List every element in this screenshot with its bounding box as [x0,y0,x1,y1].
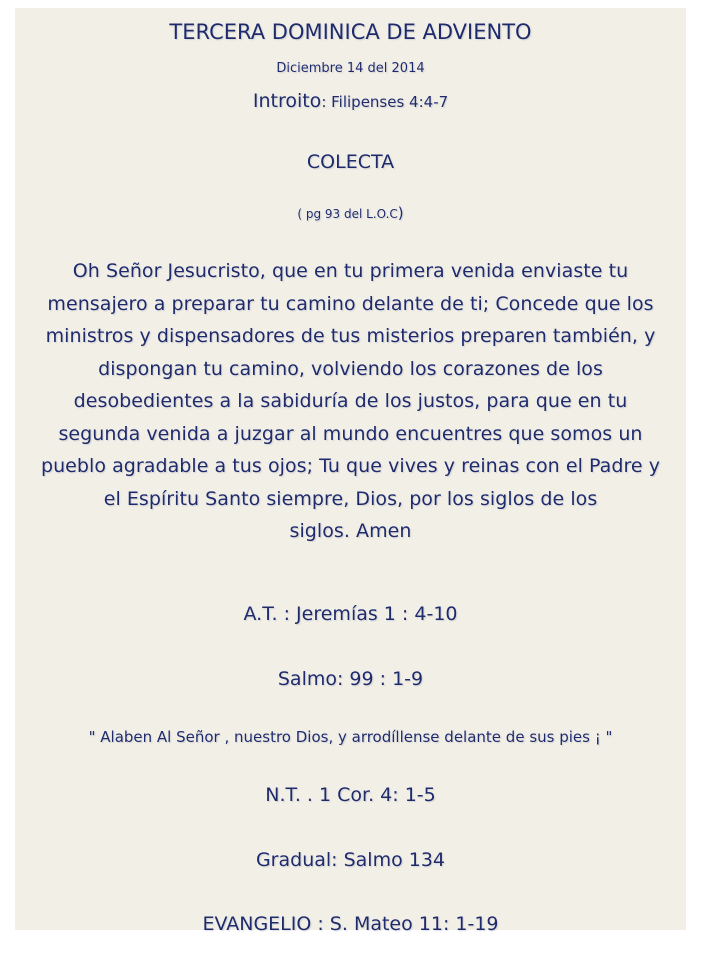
gradual-reading: Gradual: Salmo 134 [255,849,446,871]
prayer-line: Oh Señor Jesucristo, que en tu primera venida enviaste tu [72,260,629,282]
document-date: Diciembre 14 del 2014 [276,61,425,76]
page-reference [15,204,686,222]
page-reference-close: ) [397,204,404,222]
prayer-line: ministros y dispensadores de tus misterios preparen también, y [45,325,656,347]
prayer-line: el Espíritu Santo siempre, Dios, por los siglos de los [103,487,598,510]
introito-line [15,90,686,112]
document-title: TERCERA DOMINICA DE ADVIENTO [169,20,532,44]
document-page [15,8,686,935]
introito-label: Introito [252,90,322,112]
gospel-reading: EVANGELIO : S. Mateo 11: 1-19 [202,913,499,935]
collect-prayer [15,255,686,548]
prayer-line: desobedientes a la sabiduría de los justos, para que en tu [73,390,628,412]
prayer-line: segunda venida a juzgar al mundo encuentres que somos un [58,422,643,445]
prayer-line: dispongan tu camino, volviendo los corazones de los [98,357,603,380]
prayer-line: pueblo agradable a tus ojos; Tu que vives y reinas con el Padre y [40,455,661,477]
psalm-verse-quote: " Alaben Al Señor , nuestro Dios, y arrodíllense delante de sus pies ¡ " [88,728,613,746]
introito-reference: : Filipenses 4:4-7 [321,93,449,111]
prayer-line: mensajero a preparar tu camino delante de ti; Concede que los [47,292,654,315]
colecta-heading: COLECTA [306,151,395,173]
prayer-line: siglos. Amen [289,520,412,542]
old-testament-reading: A.T. : Jeremías 1 : 4-10 [243,603,458,625]
new-testament-reading: N.T. . 1 Cor. 4: 1-5 [265,784,436,806]
psalm-reading: Salmo: 99 : 1-9 [277,668,424,690]
page-reference-text: ( pg 93 del L.O.C [297,207,398,221]
